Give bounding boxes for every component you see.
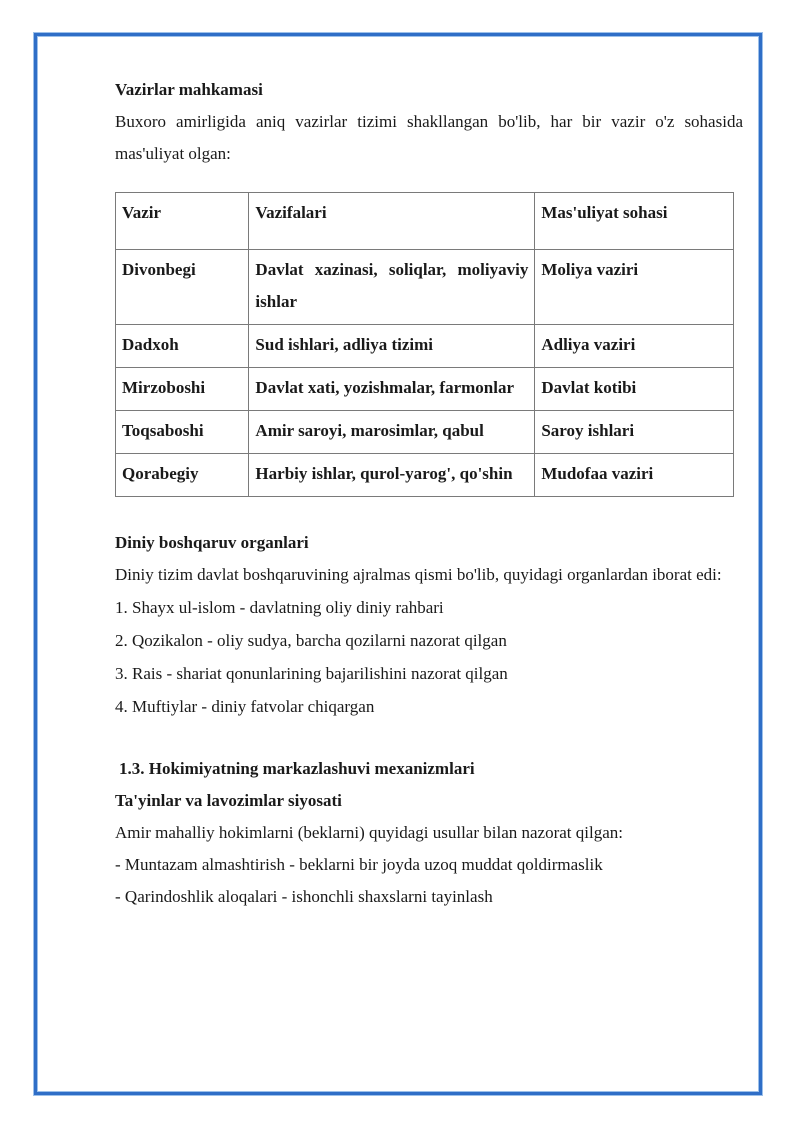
list-item: 4. Muftiylar - diniy fatvolar chiqargan	[115, 697, 375, 716]
table-row	[116, 454, 734, 497]
table-cell: Divonbegi	[116, 250, 249, 325]
table-header-cell: Vazir	[116, 193, 249, 250]
table-cell: Toqsaboshi	[116, 411, 249, 454]
table-cell: Sud ishlari, adliya tizimi	[249, 325, 535, 368]
table-header-cell: Vazifalari	[249, 193, 535, 250]
table-cell: Amir saroyi, marosimlar, qabul	[249, 411, 535, 454]
table-cell: Davlat xazinasi, soliqlar, moliyaviy ishlar	[249, 250, 535, 325]
table-cell: Dadxoh	[116, 325, 249, 368]
list-item: - Muntazam almashtirish - beklarni bir joyda uzoq muddat qoldirmaslik	[115, 855, 603, 874]
table-cell: Davlat xati, yozishmalar, farmonlar	[249, 368, 535, 411]
table-cell: Moliya vaziri	[535, 250, 734, 325]
table-cell: Saroy ishlari	[535, 411, 734, 454]
table-cell: Davlat kotibi	[535, 368, 734, 411]
table-row	[116, 368, 734, 411]
table-cell: Adliya vaziri	[535, 325, 734, 368]
section-heading-centralization: 1.3. Hokimiyatning markazlashuvi mexanizmlari	[119, 759, 475, 778]
list-item: 1. Shayx ul-islom - davlatning oliy diniy rahbari	[115, 598, 444, 617]
subsection-heading-appointments: Ta'yinlar va lavozimlar siyosati	[115, 791, 342, 810]
section-heading-religious: Diniy boshqaruv organlari	[115, 533, 309, 552]
ministers-table	[115, 192, 734, 497]
document-content	[115, 74, 743, 913]
list-item: 2. Qozikalon - oliy sudya, barcha qozilarni nazorat qilgan	[115, 631, 507, 650]
table-cell: Qorabegiy	[116, 454, 249, 497]
table-header-cell: Mas'uliyat sohasi	[535, 193, 734, 250]
table-header-row	[116, 193, 734, 250]
ministers-intro: Buxoro amirligida aniq vazirlar tizimi shakllangan bo'lib, har bir vazir o'z sohasida mas'uliyat olgan:	[115, 112, 743, 163]
appointments-intro: Amir mahalliy hokimlarni (beklarni) quyidagi usullar bilan nazorat qilgan:	[115, 823, 623, 842]
list-item: 3. Rais - shariat qonunlarining bajarilishini nazorat qilgan	[115, 664, 508, 683]
table-row	[116, 325, 734, 368]
table-cell: Harbiy ishlar, qurol-yarog', qo'shin	[249, 454, 535, 497]
table-row	[116, 250, 734, 325]
table-cell: Mudofaa vaziri	[535, 454, 734, 497]
religious-intro: Diniy tizim davlat boshqaruvining ajralmas qismi bo'lib, quyidagi organlardan iborat edi:	[115, 565, 722, 584]
section-heading-ministers: Vazirlar mahkamasi	[115, 80, 263, 99]
list-item: - Qarindoshlik aloqalari - ishonchli shaxslarni tayinlash	[115, 887, 493, 906]
table-cell: Mirzoboshi	[116, 368, 249, 411]
table-row	[116, 411, 734, 454]
